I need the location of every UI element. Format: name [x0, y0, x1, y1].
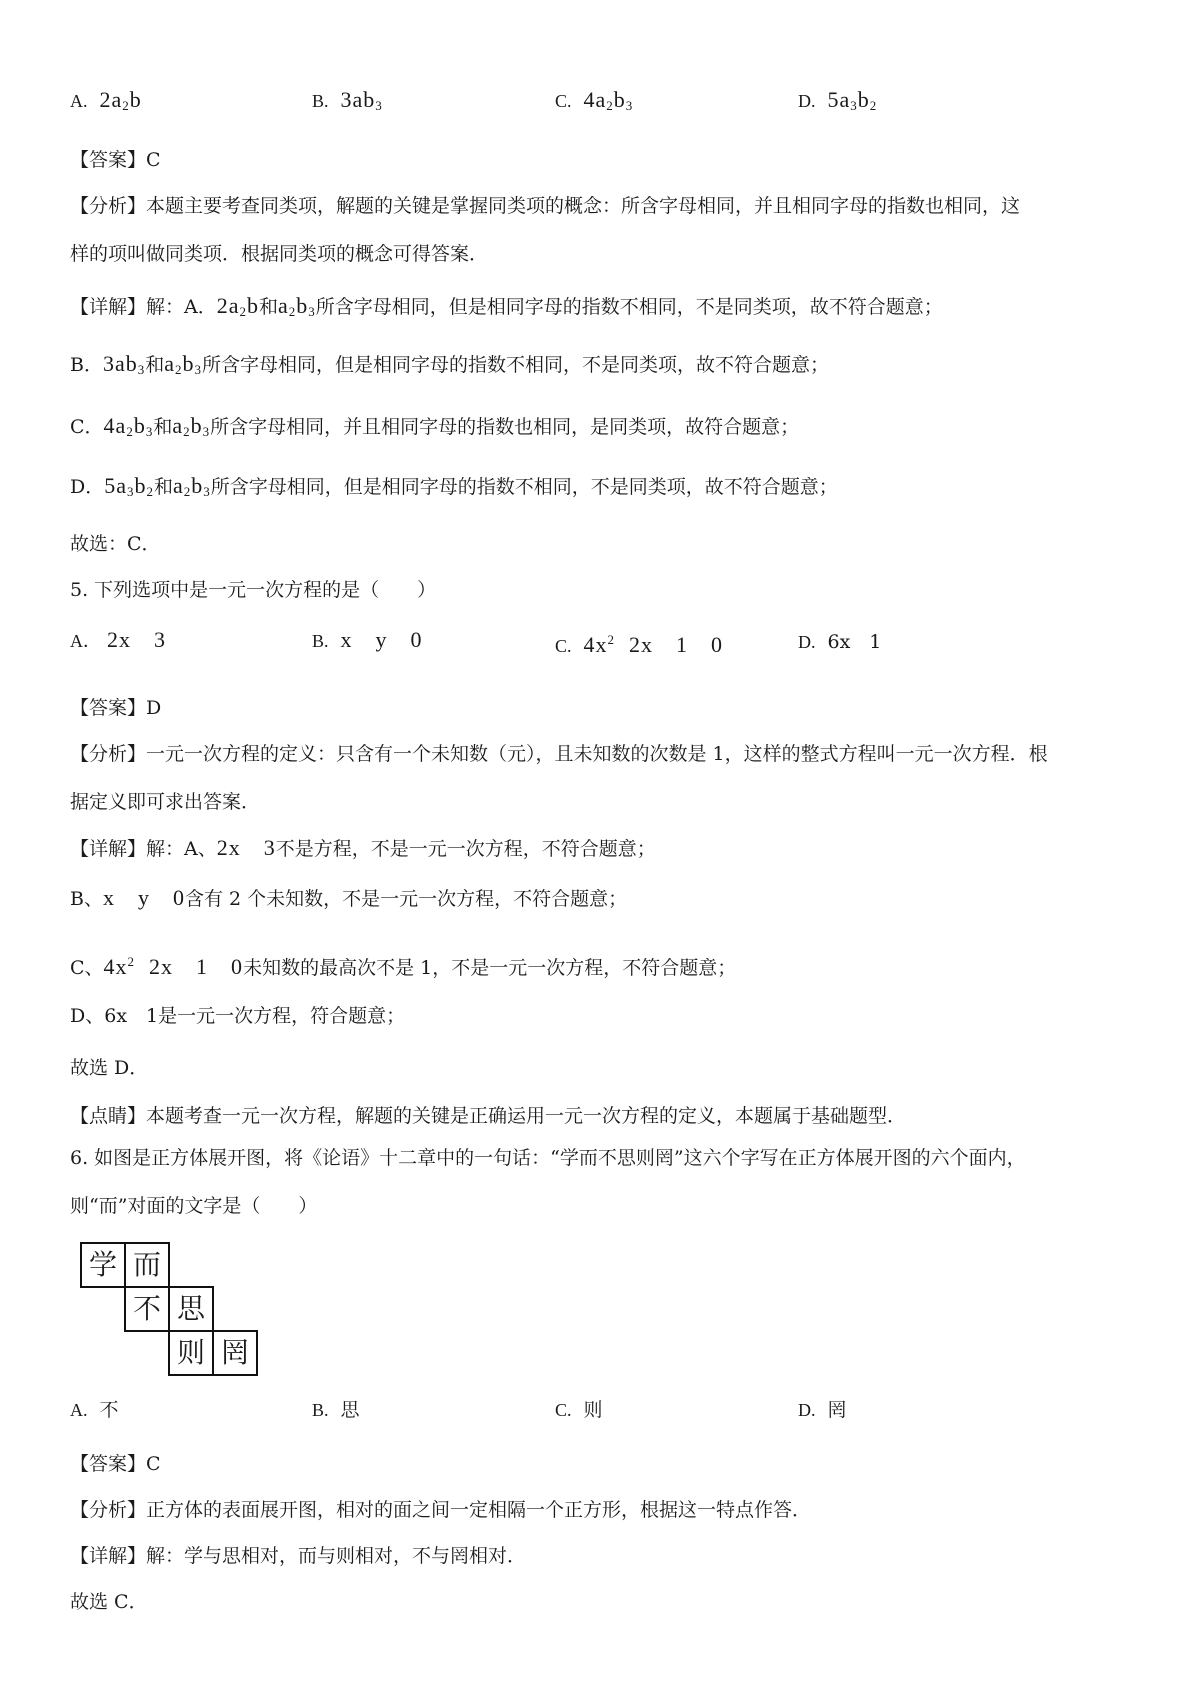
- subscript: 3: [137, 362, 146, 377]
- net-face: 学: [80, 1242, 126, 1288]
- q5-question: 5. 下列选项中是一元一次方程的是（ ）: [70, 579, 437, 601]
- expr-part: 3ab: [102, 351, 138, 376]
- q5-option-b: [312, 628, 423, 653]
- option-text: 则: [583, 1399, 603, 1421]
- expr-part: 2a: [216, 293, 240, 318]
- subscript: 2: [183, 424, 191, 439]
- superscript: 2: [607, 632, 616, 647]
- detail-expr: 2x 3: [216, 835, 276, 860]
- subscript: 2: [288, 304, 297, 319]
- q6-conclusion: 故选 C．: [70, 1591, 148, 1613]
- q4-detail-c: [70, 414, 799, 444]
- expr-part: b: [133, 413, 146, 438]
- subscript: 3: [127, 484, 135, 499]
- analysis-text: 正方体的表面展开图，相对的面之间一定相隔一个正方形，根据这一特点作答．: [146, 1499, 812, 1521]
- subscript: 3: [145, 424, 154, 439]
- detail-prefix: 解：A、: [146, 838, 217, 860]
- answer-tag: 【答案】: [70, 149, 147, 171]
- subscript: 2: [183, 484, 192, 499]
- subscript: 3: [850, 98, 858, 113]
- option-label: C.: [555, 91, 572, 111]
- option-label: B.: [312, 91, 329, 111]
- q5-detail-d: [70, 1004, 405, 1028]
- expr-part: b: [182, 351, 195, 376]
- detail-tag: 【详解】: [70, 838, 147, 860]
- analysis-text: 一元一次方程的定义：只含有一个未知数（元），且未知数的次数是 1，这样的整式方程叫一元一次方程．根: [146, 743, 1048, 765]
- detail-tag: 【详解】: [70, 1545, 147, 1567]
- option-label: A.: [70, 91, 88, 111]
- detail-text: 不是方程，不是一元一次方程，不符合题意；: [275, 838, 656, 860]
- expr-part: b: [296, 293, 309, 318]
- detail-text: 是一元一次方程，符合题意；: [158, 1005, 406, 1027]
- detail-text: 所含字母相同，并且相同字母的指数也相同，是同类项，故符合题意；: [210, 416, 800, 438]
- q6-detail: [70, 1544, 526, 1568]
- analysis-tag: 【分析】: [70, 195, 147, 217]
- option-label: A．: [70, 631, 101, 651]
- q5-comment: [70, 1104, 906, 1128]
- subscript: 3: [308, 304, 316, 319]
- option-label: B.: [312, 631, 329, 651]
- detail-prefix: 解：A．: [146, 296, 217, 318]
- detail-prefix: C、: [70, 957, 104, 979]
- q5-detail-b: [70, 886, 627, 911]
- expr-part: 4a: [103, 413, 127, 438]
- q5-option-c: [555, 628, 723, 658]
- subscript: 3: [203, 484, 211, 499]
- conjunction: 和: [145, 354, 165, 376]
- expr-part: 2a: [99, 87, 123, 112]
- option-expr: 6x 1: [827, 631, 882, 653]
- expr-part: b: [247, 293, 260, 318]
- option-text: 不: [99, 1399, 119, 1421]
- option-label: B.: [312, 1400, 329, 1420]
- expr-part: 4a: [583, 87, 607, 112]
- analysis-tag: 【分析】: [70, 743, 147, 765]
- q6-option-a: [70, 1398, 119, 1422]
- answer-value: C: [146, 149, 161, 171]
- q4-detail-d: [70, 474, 838, 504]
- q4-option-c: [555, 88, 633, 118]
- expr-part: b: [190, 413, 203, 438]
- expr-part: a: [173, 473, 184, 498]
- expr-part: b: [613, 87, 626, 112]
- detail-text: 未知数的最高次不是 1，不是一元一次方程，不符合题意；: [243, 957, 737, 979]
- q6-analysis: [70, 1498, 811, 1522]
- subscript: 2: [869, 98, 878, 113]
- q4-conclusion: 故选：C．: [70, 533, 161, 555]
- q5-answer: [70, 696, 161, 720]
- expr-part: b: [857, 87, 870, 112]
- detail-text: 含有 2 个未知数，不是一元一次方程，不符合题意；: [184, 888, 628, 910]
- answer-tag: 【答案】: [70, 697, 147, 719]
- q6-question-line1: 6. 如图是正方体展开图，将《论语》十二章中的一句话：“学而不思则罔”这六个字写在正方体展开图的六个面内，: [70, 1147, 1026, 1169]
- option-label: C.: [555, 636, 572, 656]
- net-face: 则: [168, 1330, 214, 1376]
- q5-analysis-line2: 据定义即可求出答案．: [70, 791, 261, 813]
- option-label: A.: [70, 1400, 88, 1420]
- subscript: 3: [194, 362, 203, 377]
- subscript: 3: [202, 424, 211, 439]
- detail-tag: 【详解】: [70, 296, 147, 318]
- expr-part: 5a: [104, 473, 127, 498]
- analysis-tag: 【分析】: [70, 1499, 147, 1521]
- q4-analysis-line2: 样的项叫做同类项．根据同类项的概念可得答案．: [70, 243, 489, 265]
- q5-detail-c: [70, 950, 736, 980]
- subscript: 2: [146, 484, 154, 499]
- q6-option-d: [798, 1398, 847, 1422]
- expr-part: b: [129, 87, 142, 112]
- subscript: 2: [122, 98, 130, 113]
- subscript: 2: [175, 362, 183, 377]
- expr-part: a: [172, 413, 184, 438]
- subscript: 3: [625, 98, 634, 113]
- subscript: 2: [239, 304, 248, 319]
- detail-prefix: B、: [70, 888, 103, 910]
- subscript: 2: [606, 98, 614, 113]
- expr-part: b: [134, 473, 147, 498]
- option-text: 罔: [827, 1399, 847, 1421]
- detail-expr: 6x 1: [104, 1005, 159, 1027]
- detail-text: 解：学与思相对，而与则相对，不与罔相对．: [146, 1545, 527, 1567]
- option-expr: x y 0: [340, 627, 423, 652]
- detail-text: 所含字母相同，但是相同字母的指数不相同，不是同类项，故不符合题意；: [315, 296, 943, 318]
- q4-option-d: [798, 88, 877, 118]
- detail-prefix: D．: [70, 476, 105, 498]
- answer-value: D: [146, 697, 162, 719]
- answer-value: C: [146, 1453, 161, 1475]
- option-label: D.: [798, 1400, 816, 1420]
- comment-text: 本题考查一元一次方程，解题的关键是正确运用一元一次方程的定义，本题属于基础题型．: [146, 1105, 907, 1127]
- q4-detail-b: [70, 352, 829, 382]
- superscript: 2: [127, 954, 136, 969]
- q6-option-b: [312, 1398, 360, 1422]
- net-face: 罔: [212, 1330, 258, 1376]
- q5-detail-a: [70, 836, 656, 861]
- expr-part: 5a: [827, 87, 851, 112]
- expr-part: 2x 1 0: [149, 954, 244, 979]
- conjunction: 和: [154, 476, 174, 498]
- detail-text: 所含字母相同，但是相同字母的指数不相同，不是同类项，故不符合题意；: [210, 476, 838, 498]
- q4-answer: [70, 148, 161, 172]
- option-expr: 2x 3: [107, 627, 167, 652]
- net-face: 而: [124, 1242, 170, 1288]
- q5-analysis-line1: [70, 742, 1048, 766]
- analysis-text: 本题主要考查同类项，解题的关键是掌握同类项的概念：所含字母相同，并且相同字母的指数也相同，这: [146, 195, 1021, 217]
- option-text: 思: [340, 1399, 360, 1421]
- detail-prefix: D、: [70, 1005, 105, 1027]
- q6-answer: [70, 1452, 161, 1476]
- detail-prefix: C．: [70, 416, 104, 438]
- option-label: C.: [555, 1400, 572, 1420]
- expr-part: a: [278, 293, 289, 318]
- expr-part: b: [191, 473, 204, 498]
- q5-conclusion: 故选 D．: [70, 1057, 149, 1079]
- option-label: D.: [798, 91, 816, 111]
- net-face: 思: [168, 1286, 214, 1332]
- q4-option-b: [312, 88, 383, 118]
- q4-analysis-line1: [70, 194, 1020, 218]
- q5-option-d: [798, 630, 881, 654]
- subscript: 2: [126, 424, 134, 439]
- cube-net-diagram: [80, 1242, 270, 1392]
- expr-part: a: [164, 351, 176, 376]
- q6-option-c: [555, 1398, 603, 1422]
- answer-tag: 【答案】: [70, 1453, 147, 1475]
- conjunction: 和: [153, 416, 173, 438]
- subscript: 3: [375, 98, 383, 113]
- option-label: D.: [798, 632, 816, 652]
- conjunction: 和: [259, 296, 279, 318]
- expr-part: 4x: [583, 632, 608, 657]
- q4-detail-a: [70, 294, 943, 324]
- detail-text: 所含字母相同，但是相同字母的指数不相同，不是同类项，故不符合题意；: [202, 354, 830, 376]
- detail-prefix: B．: [70, 354, 103, 376]
- comment-tag: 【点睛】: [70, 1105, 147, 1127]
- q5-option-a: [70, 628, 166, 653]
- expr-part: 2x 1 0: [629, 632, 724, 657]
- q6-question-line2: 则“而”对面的文字是（ ）: [70, 1195, 318, 1217]
- expr-part: 4x: [103, 954, 128, 979]
- net-face: 不: [124, 1286, 170, 1332]
- expr-part: 3ab: [340, 87, 376, 112]
- q4-option-a: [70, 88, 142, 118]
- detail-expr: x y 0: [102, 885, 185, 910]
